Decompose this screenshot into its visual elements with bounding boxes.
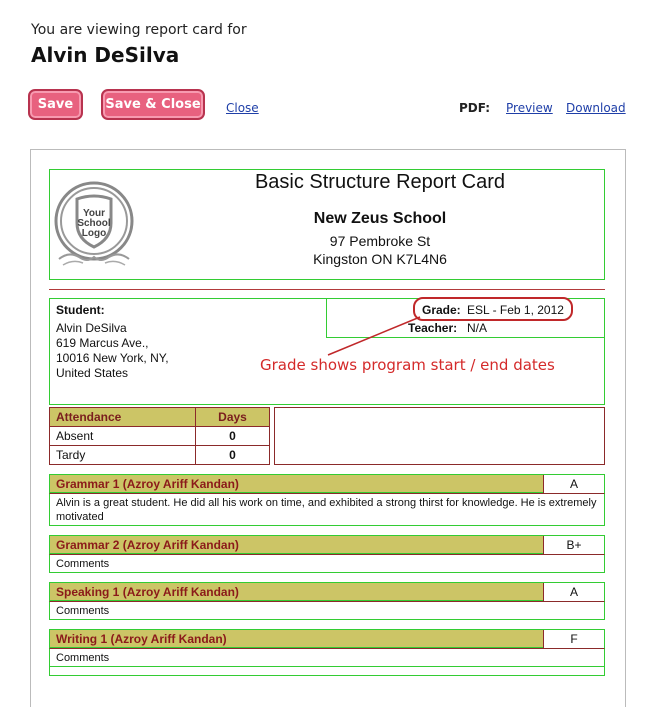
pdf-label: PDF: — [459, 101, 491, 115]
save-close-button[interactable]: Save & Close — [101, 89, 205, 120]
subject-header — [49, 474, 605, 493]
table-row — [50, 446, 270, 465]
table-row — [50, 427, 270, 446]
pdf-preview-link[interactable]: Preview — [506, 101, 553, 115]
teacher-value: N/A — [467, 321, 488, 335]
subject-comment: Alvin is a great student. He did all his work on time, and exhibited a strong thirst for knowledge. He is extremely motivated — [49, 493, 605, 526]
school-address-line1: 97 Pembroke St — [329, 233, 431, 249]
grade-label: Grade: — [422, 303, 461, 317]
subject-title: Grammar 1 (Azroy Ariff Kandan) — [56, 477, 239, 491]
attendance-row-days: 0 — [196, 446, 270, 465]
attendance-notes-box — [274, 407, 605, 465]
subject-title: Writing 1 (Azroy Ariff Kandan) — [56, 632, 227, 646]
subject-title: Grammar 2 (Azroy Ariff Kandan) — [56, 538, 239, 552]
attendance-row-label: Absent — [50, 427, 196, 446]
student-name-heading: Alvin DeSilva — [31, 43, 180, 67]
school-logo-icon — [53, 181, 135, 269]
close-link[interactable]: Close — [226, 101, 259, 115]
subject-grade: A — [543, 475, 604, 494]
annotation-arrow — [320, 315, 430, 360]
header-divider — [49, 289, 605, 290]
student-address-line1: 619 Marcus Ave., — [56, 336, 149, 350]
attendance-row-label: Tardy — [50, 446, 196, 465]
grade-annotation-text: Grade shows program start / end dates — [260, 356, 555, 374]
logo-text-line: School — [77, 218, 111, 229]
school-address-line2: Kingston ON K7L4N6 — [313, 251, 447, 267]
school-name: New Zeus School — [313, 210, 447, 227]
report-title: Basic Structure Report Card — [254, 171, 506, 193]
viewing-intro-text: You are viewing report card for — [31, 22, 247, 38]
attendance-table — [49, 407, 270, 465]
subject-title: Speaking 1 (Azroy Ariff Kandan) — [56, 585, 239, 599]
student-address-name: Alvin DeSilva — [56, 321, 127, 335]
subject-grade: A — [543, 583, 604, 602]
teacher-label: Teacher: — [408, 321, 458, 335]
subject-grade: B+ — [543, 536, 604, 555]
subject-comment: Comments — [49, 601, 605, 620]
attendance-header: Attendance — [50, 408, 196, 427]
days-header: Days — [196, 408, 270, 427]
grade-value: ESL - Feb 1, 2012 — [467, 303, 564, 317]
subject-grade: F — [543, 630, 604, 649]
subject-header — [49, 582, 605, 601]
logo-text-line: Logo — [81, 228, 107, 239]
logo-text-line: Your — [82, 208, 106, 219]
report-footer-box — [49, 666, 605, 676]
subject-header — [49, 629, 605, 648]
student-label: Student: — [56, 303, 105, 317]
subject-comment: Comments — [49, 554, 605, 573]
pdf-download-link[interactable]: Download — [566, 101, 626, 115]
subject-header — [49, 535, 605, 554]
student-address-country: United States — [56, 366, 129, 380]
subject-comment: Comments — [49, 648, 605, 667]
student-address-line2: 10016 New York, NY, — [56, 351, 169, 365]
attendance-row-days: 0 — [196, 427, 270, 446]
save-button[interactable]: Save — [28, 89, 83, 120]
